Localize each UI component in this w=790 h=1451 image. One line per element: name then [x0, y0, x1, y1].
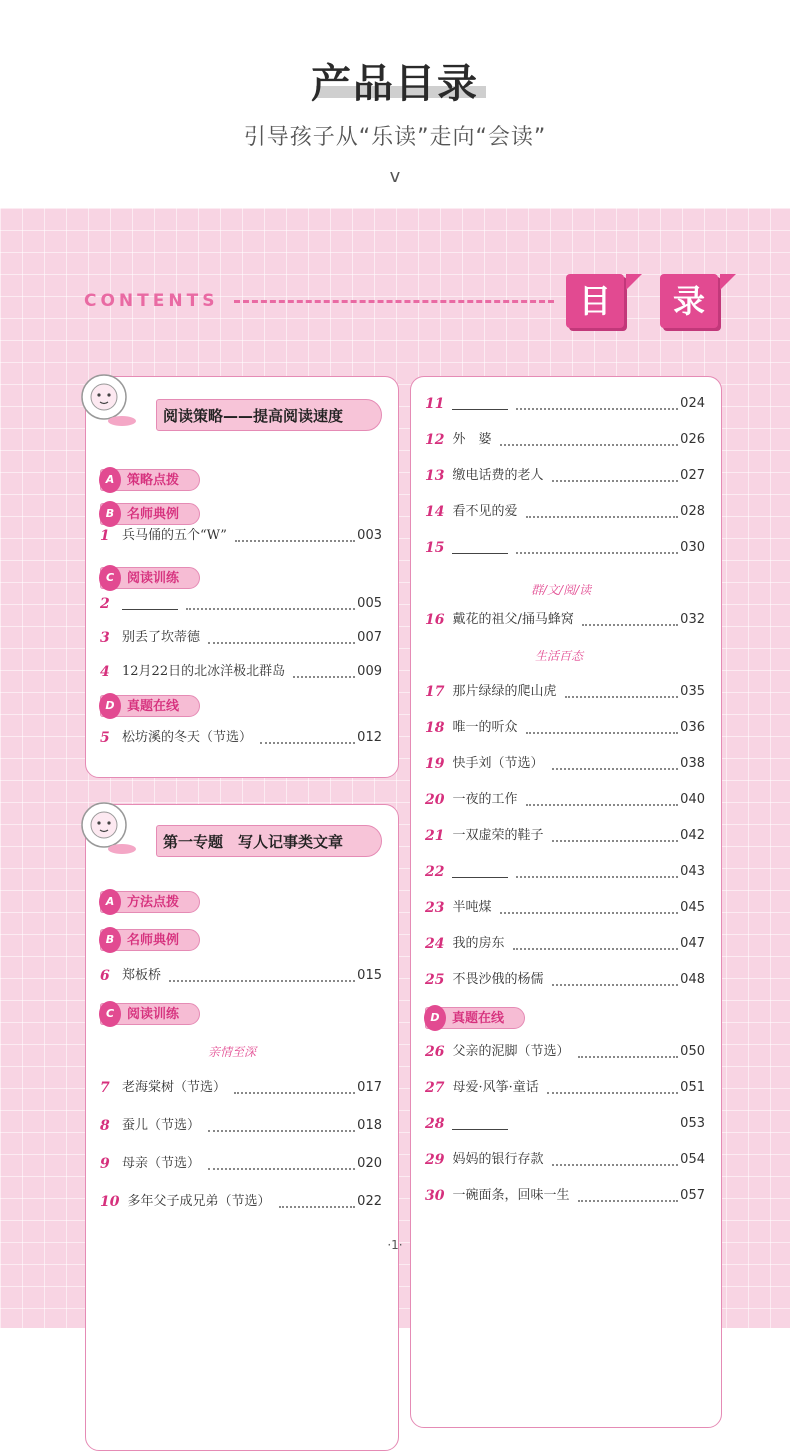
page-header — [0, 0, 790, 208]
blank-title — [452, 1115, 508, 1130]
toc-item[interactable]: 12 外 婆 026 — [425, 432, 705, 448]
toc-item[interactable]: 18 唯一的听众 036 — [425, 720, 705, 736]
tag-teacher-examples: B 名师典例 — [100, 503, 200, 525]
lion-mascot-icon — [74, 799, 142, 859]
lion-mascot-icon — [74, 371, 142, 431]
blank-title — [452, 395, 508, 410]
toc-item[interactable]: 4 12月22日的北冰洋极北群岛 009 — [100, 664, 382, 680]
sub-section-label: 群/文/阅/读 — [531, 583, 592, 597]
toc-item[interactable]: 10 多年父子成兄弟（节选） 022 — [100, 1194, 382, 1210]
blank-title — [122, 595, 178, 610]
toc-item[interactable]: 13 缴电话费的老人 027 — [425, 468, 705, 484]
toc-item[interactable]: 25 不畏沙俄的杨儒 048 — [425, 972, 705, 988]
chevron-down-icon[interactable]: v — [389, 166, 401, 187]
toc-item[interactable]: 16 戴花的祖父/捅马蜂窝 032 — [425, 612, 705, 628]
toc-item[interactable]: 26 父亲的泥脚（节选） 050 — [425, 1044, 705, 1060]
badge-a-icon: A — [99, 467, 121, 493]
tag-reading-practice: C 阅读训练 — [100, 1003, 200, 1025]
page-subtitle: 引导孩子从“乐读”走向“会读” — [243, 125, 547, 150]
badge-c-icon: C — [99, 1001, 121, 1027]
toc-item[interactable]: 28 053 — [425, 1116, 705, 1132]
mulu-char-1: 目 — [566, 274, 624, 328]
toc-item[interactable]: 5 松坊溪的冬天（节选） 012 — [100, 730, 382, 746]
flag-icon — [720, 274, 736, 290]
badge-a-icon: A — [99, 889, 121, 915]
toc-item[interactable]: 6 郑板桥 015 — [100, 968, 382, 984]
toc-item[interactable]: 22 043 — [425, 864, 705, 880]
mulu-char-2: 录 — [660, 274, 718, 328]
contents-divider — [234, 300, 554, 303]
toc-item[interactable]: 14 看不见的爱 028 — [425, 504, 705, 520]
tag-teacher-examples: B 名师典例 — [100, 929, 200, 951]
tag-method-tips: A 方法点拨 — [100, 891, 200, 913]
topic-panel — [85, 804, 399, 1451]
toc-item[interactable]: 11 024 — [425, 396, 705, 412]
page-number: ·1· — [387, 1238, 403, 1252]
tag-exam-online: D 真题在线 — [425, 1007, 525, 1029]
toc-item[interactable]: 1 兵马俑的五个“W” 003 — [100, 528, 382, 544]
section-banner: 阅读策略——提高阅读速度 — [156, 399, 382, 431]
badge-b-icon: B — [99, 927, 121, 953]
badge-d-icon: D — [424, 1005, 446, 1031]
toc-item[interactable]: 3 别丢了坎蒂德 007 — [100, 630, 382, 646]
toc-item[interactable]: 20 一夜的工作 040 — [425, 792, 705, 808]
toc-item[interactable]: 19 快手刘（节选） 038 — [425, 756, 705, 772]
section-banner: 第一专题 写人记事类文章 — [156, 825, 382, 857]
toc-item[interactable]: 8 蚕儿（节选） 018 — [100, 1118, 382, 1134]
toc-item[interactable]: 17 那片绿绿的爬山虎 035 — [425, 684, 705, 700]
badge-d-icon: D — [99, 693, 121, 719]
badge-c-icon: C — [99, 565, 121, 591]
tag-exam-online: D 真题在线 — [100, 695, 200, 717]
blank-title — [452, 539, 508, 554]
contents-label: CONTENTS — [84, 291, 219, 311]
toc-item[interactable]: 21 一双虚荣的鞋子 042 — [425, 828, 705, 844]
page-title: 产品目录 — [311, 61, 479, 107]
toc-right-panel — [410, 376, 722, 1428]
toc-item[interactable]: 27 母爱·风筝·童话 051 — [425, 1080, 705, 1096]
toc-item[interactable]: 29 妈妈的银行存款 054 — [425, 1152, 705, 1168]
toc-item[interactable]: 23 半吨煤 045 — [425, 900, 705, 916]
badge-b-icon: B — [99, 501, 121, 527]
sub-section-label: 亲情至深 — [208, 1045, 257, 1059]
toc-item[interactable]: 9 母亲（节选） 020 — [100, 1156, 382, 1172]
tag-strategy-tips: A 策略点拨 — [100, 469, 200, 491]
strategy-panel — [85, 376, 399, 778]
toc-item[interactable]: 30 一碗面条，回味一生 057 — [425, 1188, 705, 1204]
sub-section-label: 生活百态 — [535, 649, 584, 663]
contents-page — [0, 208, 790, 1328]
toc-item[interactable]: 2 005 — [100, 596, 382, 612]
tag-reading-practice: C 阅读训练 — [100, 567, 200, 589]
toc-item[interactable]: 15 030 — [425, 540, 705, 556]
toc-item[interactable]: 7 老海棠树（节选） 017 — [100, 1080, 382, 1096]
toc-item[interactable]: 24 我的房东 047 — [425, 936, 705, 952]
flag-icon — [626, 274, 642, 290]
blank-title — [452, 863, 508, 878]
